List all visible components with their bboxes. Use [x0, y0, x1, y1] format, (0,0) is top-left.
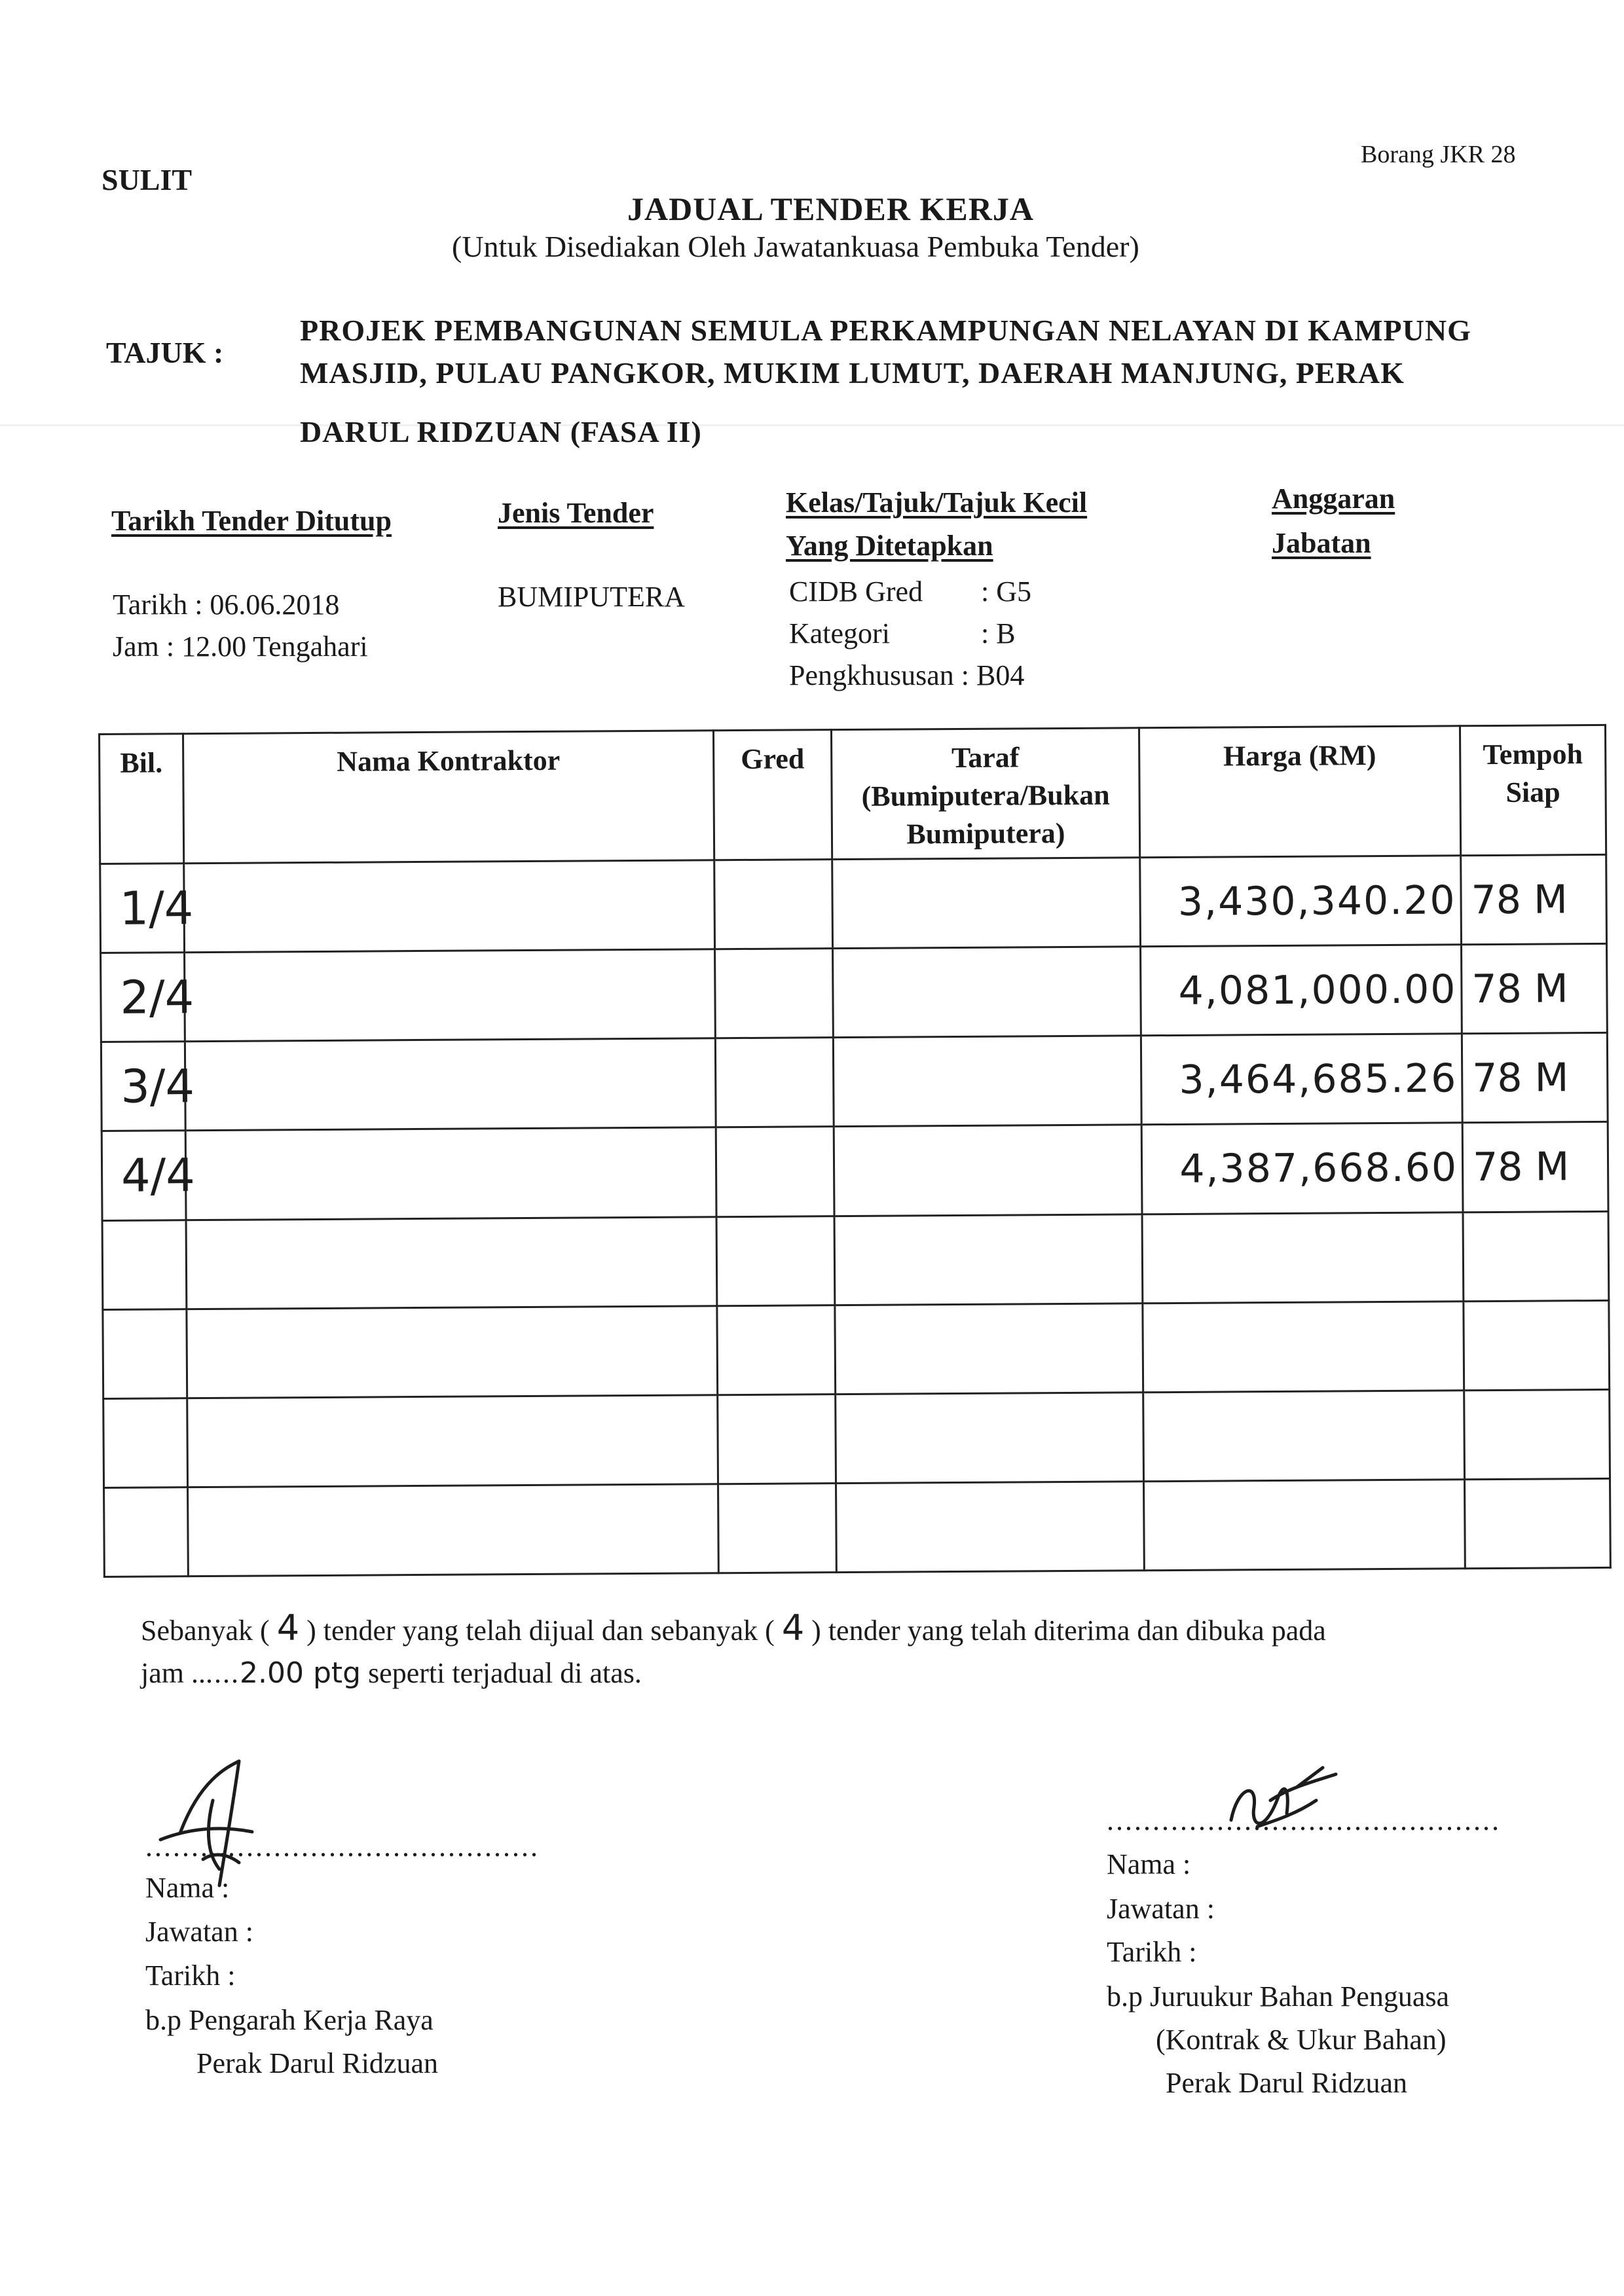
- statement-line-2: jam ......2.00 ptg seperti terjadual di atas.: [141, 1656, 642, 1690]
- header-tempoh-line-2: Siap: [1505, 776, 1560, 809]
- cell-gred: [715, 1038, 834, 1127]
- header-tempoh: [1460, 725, 1606, 855]
- diterima-count: 4: [781, 1607, 805, 1649]
- left-bp-line-1: b.p Pengarah Kerja Raya: [145, 2004, 434, 2036]
- jenis-tender-heading: Jenis Tender: [498, 497, 654, 529]
- table-row: [101, 1033, 1608, 1131]
- cell-taraf: [832, 858, 1141, 949]
- right-jawatan-label: Jawatan :: [1107, 1893, 1215, 1925]
- cell-nama: [186, 1216, 717, 1309]
- cell-bil: [104, 1487, 189, 1577]
- table-row: [103, 1389, 1610, 1487]
- cell-tempoh: [1463, 1211, 1609, 1301]
- cell-tempoh: 78 M: [1462, 944, 1608, 1034]
- kategori-value: : B: [981, 617, 1016, 649]
- kategori-label: Kategori: [789, 617, 890, 649]
- left-signature-line: ...........................................: [145, 1831, 540, 1863]
- header-harga: [1139, 726, 1460, 858]
- left-jawatan-label: Jawatan :: [145, 1916, 253, 1948]
- header-nama-text: Nama Kontraktor: [337, 744, 561, 778]
- scan-artifact-line: [0, 424, 1624, 426]
- cell-tempoh: 78 M: [1462, 1122, 1608, 1212]
- header-taraf-line-2: (Bumiputera/Bukan: [861, 778, 1110, 812]
- tender-table: [98, 724, 1612, 1578]
- cell-harga: [1143, 1391, 1465, 1482]
- cell-bil: 1/4: [100, 864, 185, 953]
- header-bil-text: Bil.: [120, 746, 163, 779]
- kelas-heading-line-2: Yang Ditetapkan: [786, 530, 993, 562]
- statement-jam-value: 2.00 ptg: [239, 1656, 361, 1690]
- anggaran-heading-line-1: Anggaran: [1272, 483, 1395, 515]
- dijual-count: 4: [276, 1607, 300, 1649]
- tarikh-value: Tarikh : 06.06.2018: [113, 589, 340, 621]
- cell-taraf: [836, 1393, 1144, 1484]
- jam-value: Jam : 12.00 Tengahari: [113, 630, 368, 663]
- cell-nama: [184, 860, 715, 953]
- table-row: [101, 944, 1608, 1042]
- cell-taraf: [834, 1125, 1142, 1216]
- right-nama-label: Nama :: [1107, 1848, 1191, 1880]
- cell-harga: [1142, 1212, 1464, 1303]
- right-bp-line-1: b.p Juruukur Bahan Penguasa: [1107, 1980, 1450, 2013]
- left-nama-label: Nama :: [145, 1872, 230, 1904]
- pengkhususan-value: Pengkhususan : B04: [789, 659, 1025, 691]
- statement-jam-label: jam ..: [141, 1657, 206, 1689]
- statement-jam-suffix: seperti terjadual di atas.: [368, 1657, 642, 1689]
- cell-tempoh: [1464, 1389, 1610, 1479]
- cell-gred: [714, 860, 833, 949]
- cell-bil: [102, 1220, 187, 1309]
- cell-tempoh: 78 M: [1461, 854, 1607, 944]
- header-nama-kontraktor: [183, 731, 714, 864]
- cell-bil: 2/4: [101, 953, 185, 1042]
- tajuk-label: TAJUK :: [106, 336, 224, 369]
- cell-nama: [185, 1038, 716, 1131]
- tajuk-text-line-1: PROJEK PEMBANGUNAN SEMULA PERKAMPUNGAN NELAYAN DI KAMPUNG: [300, 314, 1471, 347]
- table-row: [101, 1122, 1608, 1220]
- tajuk-text-line-2: MASJID, PULAU PANGKOR, MUKIM LUMUT, DAERAH MANJUNG, PERAK: [300, 356, 1405, 390]
- statement-line-1: [141, 1607, 1326, 1649]
- header-bil: [100, 734, 184, 864]
- right-bp-line-3: Perak Darul Ridzuan: [1166, 2067, 1407, 2099]
- table-header-row: [100, 725, 1606, 864]
- table-row: [103, 1300, 1610, 1398]
- statement-part-1: Sebanyak (: [141, 1614, 270, 1647]
- cell-harga: 4,387,668.60: [1141, 1123, 1463, 1214]
- cell-taraf: [835, 1303, 1143, 1394]
- cell-tempoh: 78 M: [1462, 1033, 1608, 1123]
- cell-bil: 4/4: [101, 1131, 186, 1220]
- table-row: [104, 1478, 1611, 1576]
- cell-gred: [716, 1216, 835, 1305]
- classification-label: SULIT: [101, 163, 193, 196]
- tarikh-ditutup-heading: Tarikh Tender Ditutup: [111, 505, 392, 537]
- cell-gred: [717, 1305, 836, 1394]
- header-taraf: [831, 728, 1139, 860]
- jenis-tender-value: BUMIPUTERA: [498, 581, 686, 613]
- statement-part-3: ) tender yang telah diterima dan dibuka pada: [811, 1614, 1326, 1647]
- cell-tempoh: [1464, 1300, 1610, 1390]
- cell-gred: [718, 1484, 837, 1573]
- tajuk-text-line-3: DARUL RIDZUAN (FASA II): [300, 415, 702, 448]
- document-title: JADUAL TENDER KERJA: [627, 191, 1034, 227]
- cell-nama: [185, 1127, 716, 1220]
- cell-bil: 3/4: [101, 1042, 185, 1131]
- header-tempoh-line-1: Tempoh: [1483, 738, 1583, 771]
- header-taraf-line-3: Bumiputera): [906, 816, 1065, 850]
- cell-taraf: [834, 1214, 1143, 1305]
- form-code: Borang JKR 28: [1361, 141, 1516, 168]
- cidb-label: CIDB Gred: [789, 575, 923, 608]
- cell-nama: [187, 1394, 718, 1487]
- cell-bil: [103, 1309, 187, 1398]
- cell-gred: [716, 1127, 834, 1216]
- right-signature-line: ...........................................: [1107, 1804, 1501, 1836]
- cell-gred: [718, 1394, 836, 1484]
- cidb-value: : G5: [981, 575, 1031, 608]
- cell-harga: [1144, 1480, 1466, 1571]
- table-row: [102, 1211, 1609, 1309]
- cell-taraf: [833, 1036, 1141, 1127]
- cell-nama: [185, 949, 716, 1042]
- cell-harga: [1143, 1301, 1464, 1392]
- cell-harga: 4,081,000.00: [1141, 945, 1462, 1036]
- header-gred-text: Gred: [741, 742, 805, 776]
- left-bp-line-2: Perak Darul Ridzuan: [196, 2047, 438, 2079]
- document-subtitle: (Untuk Disediakan Oleh Jawatankuasa Pembuka Tender): [452, 230, 1139, 263]
- right-bp-line-2: (Kontrak & Ukur Bahan): [1156, 2024, 1447, 2056]
- header-taraf-line-1: Taraf: [951, 741, 1020, 774]
- header-harga-text: Harga (RM): [1223, 739, 1376, 773]
- anggaran-heading-line-2: Jabatan: [1272, 527, 1371, 559]
- cell-nama: [188, 1484, 719, 1576]
- cell-harga: 3,430,340.20: [1140, 856, 1462, 947]
- tender-table-container: [98, 724, 1610, 1578]
- kelas-heading-line-1: Kelas/Tajuk/Tajuk Kecil: [786, 486, 1088, 519]
- cell-taraf: [836, 1482, 1145, 1573]
- cell-bil: [103, 1398, 188, 1487]
- statement-part-2: ) tender yang telah dijual dan sebanyak (: [306, 1614, 775, 1647]
- cell-taraf: [833, 947, 1141, 1038]
- right-tarikh-label: Tarikh :: [1107, 1936, 1197, 1968]
- left-tarikh-label: Tarikh :: [145, 1959, 236, 1992]
- cell-harga: 3,464,685.26: [1141, 1034, 1462, 1125]
- header-gred: [713, 730, 832, 860]
- cell-nama: [187, 1305, 718, 1398]
- cell-gred: [715, 949, 834, 1038]
- table-row: [100, 854, 1607, 953]
- cell-tempoh: [1465, 1478, 1611, 1568]
